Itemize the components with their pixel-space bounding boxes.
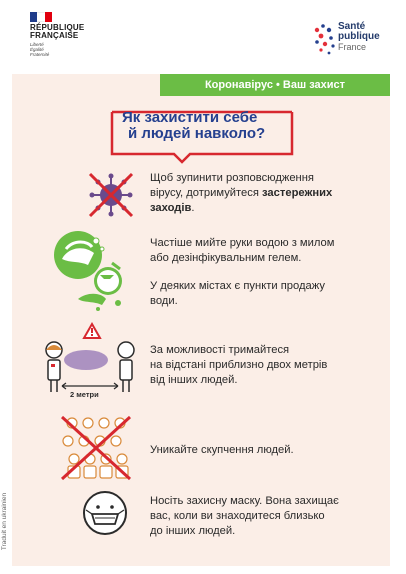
translation-credit: Traduit en ukrainien (1, 492, 9, 551)
tip-avoid-crowds (150, 443, 294, 458)
tip-water-points (150, 279, 325, 309)
tip3-line1: У деяких містах є пункти продажу (150, 280, 325, 292)
crossed-crowd-icon (58, 415, 132, 481)
tip-wash-hands (150, 236, 334, 266)
tip6-line1: Носіть захисну маску. Вона захищає (150, 495, 339, 507)
rf-motto-3: Fraternité (30, 52, 50, 57)
question-line2: й людей навколо? (128, 125, 266, 142)
tip1-line2: вірусу, дотримуйтеся (150, 187, 263, 199)
tip4-line3: від інших людей. (150, 374, 238, 386)
main-question (122, 110, 265, 142)
tip4-line1: За можливості тримайтеся (150, 344, 290, 356)
tip1-line1: Щоб зупинити розповсюдження (150, 172, 314, 184)
tip1-suffix: . (191, 202, 195, 214)
tip3-line2: води. (150, 295, 178, 307)
topic-band: Коронавірус • Ваш захист (160, 74, 390, 96)
rf-motto (30, 42, 49, 57)
french-flag-icon (30, 12, 52, 22)
rf-title-line2: FRANÇAISE (30, 31, 79, 40)
tip1-bold2: заходів (150, 202, 192, 214)
rf-title-line1: RÉPUBLIQUE (30, 23, 85, 32)
hand-washing-icon (48, 225, 140, 317)
tip-wear-mask (150, 494, 339, 539)
tip2-line2: або дезінфікувальним гелем. (150, 252, 302, 264)
crossed-virus-icon (86, 170, 136, 220)
tip2-line1: Частіше мийте руки водою з милом (150, 237, 335, 249)
rf-motto-2: Égalité (30, 47, 44, 52)
tip6-line3: до інших людей. (150, 525, 236, 537)
brand-line3: France (338, 42, 367, 52)
distance-label: 2 метри (70, 390, 99, 399)
tip4-line2: на відстані приблизно двох метрів (150, 359, 328, 371)
brand-line1: Santé (338, 21, 366, 32)
rf-motto-1: Liberté (30, 42, 44, 47)
tip-keep-distance (150, 343, 327, 388)
tip6-line2: вас, коли ви знаходитеся близько (150, 510, 325, 522)
question-line1: Як захистити себе (122, 109, 258, 126)
tip-precautions (150, 171, 332, 216)
republique-francaise-logo (30, 24, 84, 40)
face-mask-icon (82, 490, 128, 536)
brand-line2: publique (338, 31, 380, 42)
tip5-line1: Уникайте скупчення людей. (150, 444, 294, 456)
sante-publique-wordmark (338, 22, 380, 52)
tip1-bold1: застережних (262, 187, 333, 199)
